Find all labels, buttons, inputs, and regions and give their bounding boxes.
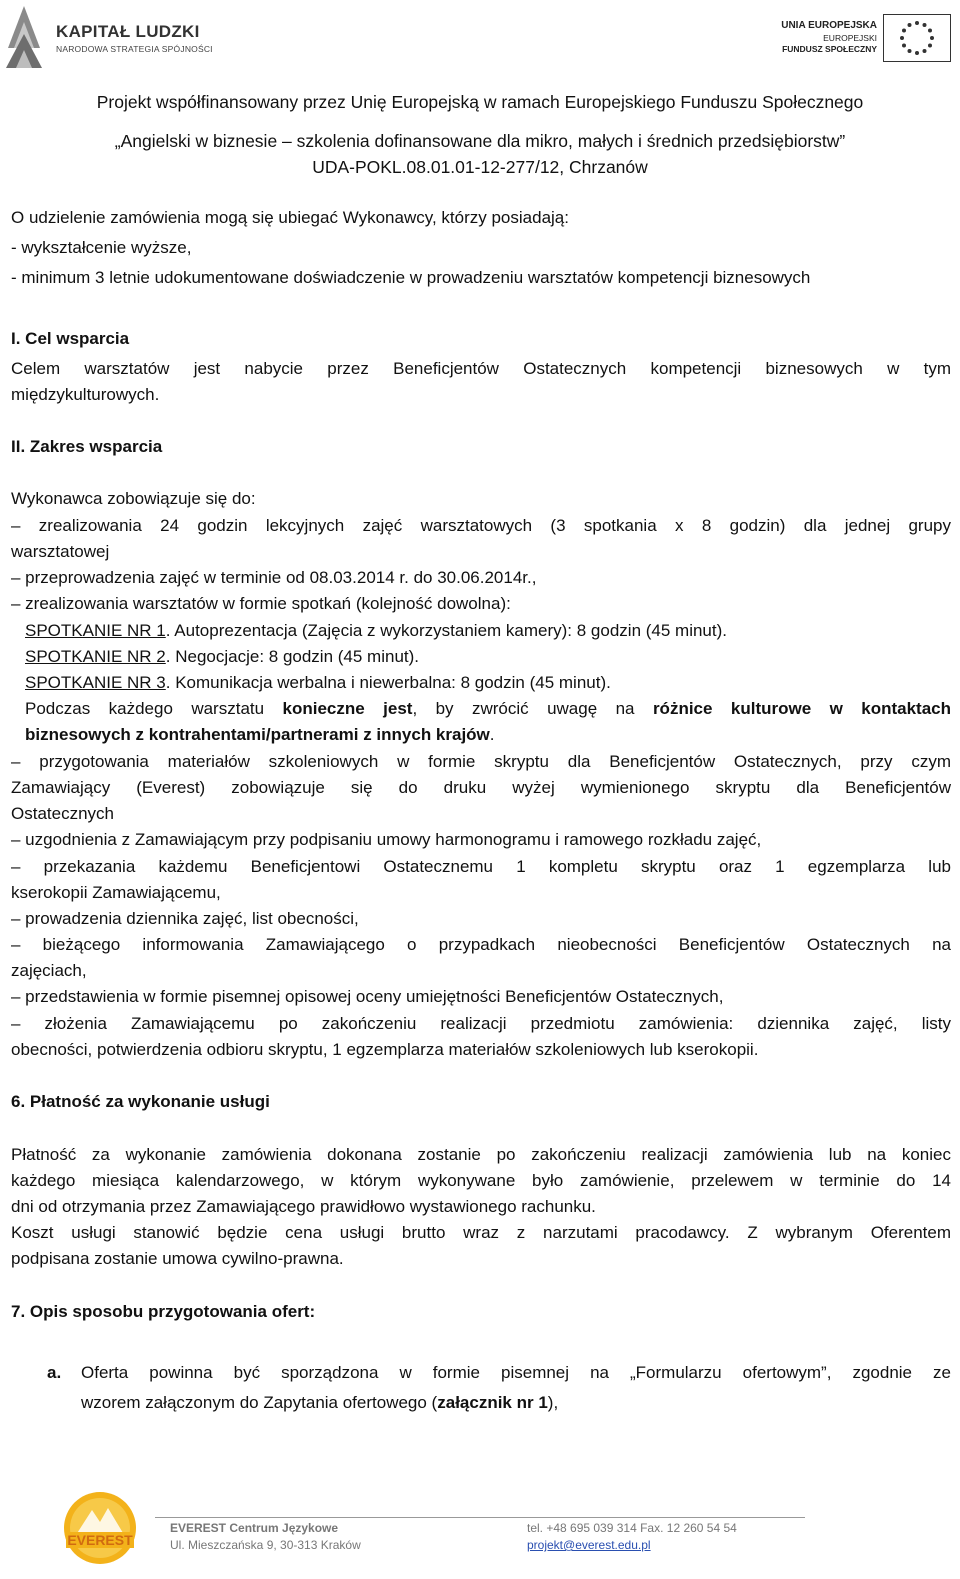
list-marker-a: a. xyxy=(47,1363,62,1382)
meeting-3-label: SPOTKANIE NR 3 xyxy=(25,673,166,692)
obligation-item: – zrealizowania 24 godzin lekcyjnych zajęć warsztatowych (3 spotkania x 8 godzin) dla jednej grupy xyxy=(11,516,951,535)
obligation-item-cont: Zamawiający (Everest) zobowiązuje się do druku wyżej wymienionego skryptu dla Beneficjentów xyxy=(11,778,951,797)
payment-text-line: podpisana zostanie umowa cywilno-prawna. xyxy=(11,1249,344,1268)
requirement-education: - wykształcenie wyższe, xyxy=(11,238,192,257)
project-cofinancing-line: Projekt współfinansowany przez Unię Europejską w ramach Europejskiego Funduszu Społecznego xyxy=(96,92,864,112)
meeting-1-text: . Autoprezentacja (Zajęcia z wykorzystaniem kamery): 8 godzin (45 minut). xyxy=(165,621,727,640)
meeting-1 xyxy=(25,620,727,642)
footer-address: Ul. Mieszczańska 9, 30-313 Kraków xyxy=(170,1538,361,1552)
kapital-ludzki-title: KAPITAŁ LUDZKI xyxy=(56,22,200,41)
meeting-2 xyxy=(25,646,419,668)
footer-email-link[interactable]: projekt@everest.edu.pl xyxy=(527,1538,651,1552)
eu-logo-line3: FUNDUSZ SPOŁECZNY xyxy=(782,44,877,54)
payment-text-line: dni od otrzymania przez Zamawiającego prawidłowo wystawionego rachunku. xyxy=(11,1197,596,1216)
kapital-ludzki-emblem-icon xyxy=(4,4,44,68)
offer-requirement-text: ), xyxy=(547,1393,559,1412)
everest-logo-text: EVEREST xyxy=(67,1532,133,1548)
footer-phone: tel. +48 695 039 314 Fax. 12 260 54 54 xyxy=(527,1521,737,1535)
obligation-item-cont: obecności, potwierdzenia odbioru skryptu, 1 egzemplarza materiałów szkoleniowych lub kserokopii. xyxy=(11,1040,759,1059)
obligation-item: – przeprowadzenia zajęć w terminie od 08.03.2014 r. do 30.06.2014r., xyxy=(11,568,537,587)
obligation-item-cont: Ostatecznych xyxy=(11,804,114,823)
obligation-item: – przygotowania materiałów szkoleniowych w formie skryptu dla Beneficjentów Ostatecznych, przy czym xyxy=(11,752,951,771)
payment-text-line: każdego miesiąca kalendarzowego, w którym wykonywane było zamówienie, przelewem w terminie do 14 xyxy=(11,1171,951,1190)
obligation-item: – przedstawienia w formie pisemnej opisowej oceny umiejętności Beneficjentów Ostatecznych, xyxy=(11,987,724,1006)
workshop-note xyxy=(25,698,951,720)
requirement-experience: - minimum 3 letnie udokumentowane doświadczenie w prowadzeniu warsztatów kompetencji biznesowych xyxy=(11,268,811,287)
footer-divider xyxy=(155,1517,805,1518)
workshop-note-text: , by zwrócić uwagę na xyxy=(412,699,653,718)
workshop-note-bold: różnice kulturowe w kontaktach xyxy=(652,699,951,718)
section-6-heading: 6. Płatność za wykonanie usługi xyxy=(11,1092,270,1111)
eu-flag-icon xyxy=(883,14,951,62)
obligation-item: – uzgodnienia z Zamawiającym przy podpisaniu umowy harmonogramu i ramowego rozkładu zajęć, xyxy=(11,830,762,849)
meeting-2-label: SPOTKANIE NR 2 xyxy=(25,647,166,666)
footer-company-name: EVEREST Centrum Językowe xyxy=(170,1521,339,1535)
project-title-line: „Angielski w biznesie – szkolenia dofinansowane dla mikro, małych i średnich przedsiębiorstw” xyxy=(114,131,846,151)
project-code-line: UDA-POKL.08.01.01-12-277/12, Chrzanów xyxy=(312,157,648,177)
offer-requirement-line: Oferta powinna być sporządzona w formie pisemnej na „Formularzu ofertowym”, zgodnie ze xyxy=(81,1363,951,1382)
workshop-note-bold: biznesowych z kontrahentami/partnerami z innych krajów xyxy=(25,725,490,744)
obligation-item-cont: warsztatowej xyxy=(11,542,110,561)
workshop-note-text: Podczas każdego warsztatu xyxy=(25,699,283,718)
section-2-heading: II. Zakres wsparcia xyxy=(11,437,163,456)
everest-logo-icon xyxy=(60,1488,140,1568)
obligation-item-cont: zajęciach, xyxy=(11,961,87,980)
meeting-1-label: SPOTKANIE NR 1 xyxy=(25,621,166,640)
intro-line: O udzielenie zamówienia mogą się ubiegać Wykonawcy, którzy posiadają: xyxy=(11,208,569,227)
section-1-heading: I. Cel wsparcia xyxy=(11,329,130,348)
section-1-text-line: Celem warsztatów jest nabycie przez Beneficjentów Ostatecznych kompetencji biznesowych w tym xyxy=(11,359,951,378)
workshop-note-cont xyxy=(25,724,495,746)
payment-text-line: Płatność za wykonanie zamówienia dokonana zostanie po zakończeniu realizacji zamówienia lub na koniec xyxy=(11,1145,951,1164)
eu-logo-line2: EUROPEJSKI xyxy=(823,33,877,43)
section-7-heading: 7. Opis sposobu przygotowania ofert: xyxy=(11,1302,316,1321)
workshop-note-text: . xyxy=(489,725,495,744)
obligation-item-cont: kserokopii Zamawiającemu, xyxy=(11,883,221,902)
offer-requirement-line xyxy=(81,1392,558,1414)
kapital-ludzki-logo xyxy=(4,4,214,68)
obligation-item: – przekazania każdemu Beneficjentowi Ostatecznemu 1 kompletu skryptu oraz 1 egzemplarza lub xyxy=(11,857,951,876)
offer-requirement-text: wzorem załączonym do Zapytania ofertowego ( xyxy=(81,1393,438,1412)
workshop-note-bold: konieczne jest xyxy=(282,699,413,718)
obligation-item: – złożenia Zamawiającemu po zakończeniu realizacji przedmiotu zamówienia: dziennika zajęć, listy xyxy=(11,1014,951,1033)
meeting-2-text: . Negocjacje: 8 godzin (45 minut). xyxy=(165,647,420,666)
eu-logo xyxy=(780,14,955,64)
obligation-item: – bieżącego informowania Zamawiającego o przypadkach nieobecności Beneficjentów Ostatecznych na xyxy=(11,935,951,954)
payment-text-line: Koszt usługi stanowić będzie cena usługi brutto wraz z narzutami pracodawcy. Z wybranym Oferentem xyxy=(11,1223,951,1242)
meeting-3 xyxy=(25,672,611,694)
meeting-3-text: . Komunikacja werbalna i niewerbalna: 8 godzin (45 minut). xyxy=(165,673,611,692)
obligation-item: – zrealizowania warsztatów w formie spotkań (kolejność dowolna): xyxy=(11,594,511,613)
kapital-ludzki-subtitle: NARODOWA STRATEGIA SPÓJNOŚCI xyxy=(56,44,213,54)
section-2-intro: Wykonawca zobowiązuje się do: xyxy=(11,489,256,508)
section-1-text-line: międzykulturowych. xyxy=(11,385,160,404)
eu-logo-line1: UNIA EUROPEJSKA xyxy=(781,20,877,31)
attachment-reference: załącznik nr 1 xyxy=(437,1393,548,1412)
obligation-item: – prowadzenia dziennika zajęć, list obecności, xyxy=(11,909,359,928)
